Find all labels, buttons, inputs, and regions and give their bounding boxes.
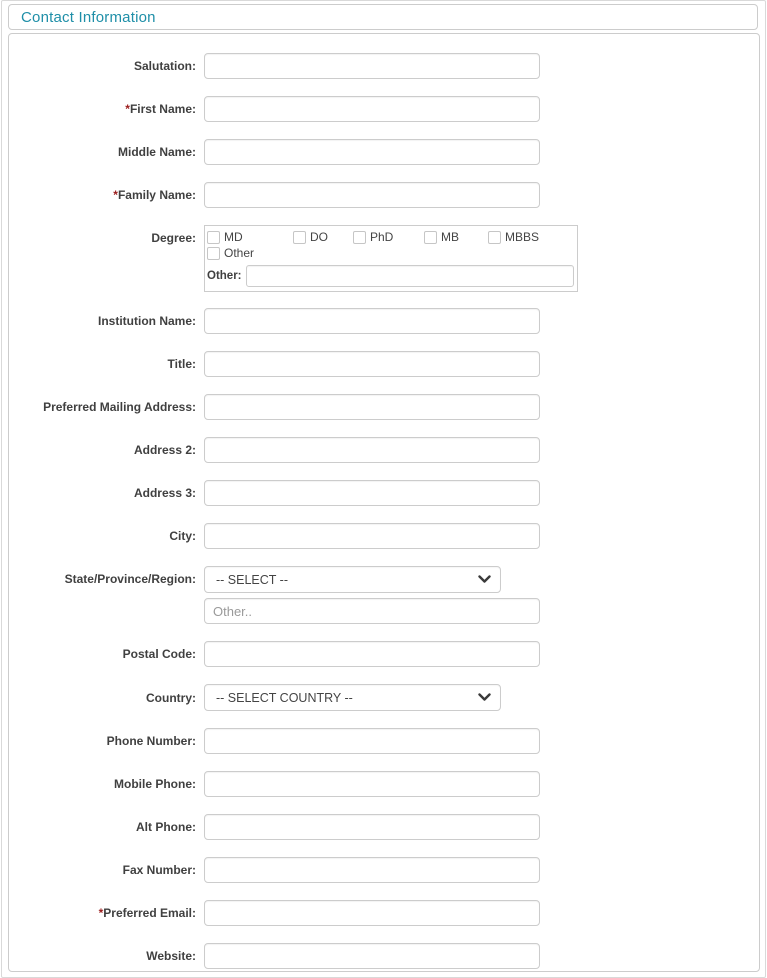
state-other-input[interactable] — [204, 598, 540, 624]
title-label: Title: — [167, 357, 196, 371]
preferred-email-input[interactable] — [204, 900, 540, 926]
form-row-alt-phone — [9, 814, 759, 840]
form-row-address-3 — [9, 480, 759, 506]
family-name-input[interactable] — [204, 182, 540, 208]
degree-do-checkbox[interactable] — [293, 231, 306, 244]
city-label: City: — [169, 529, 196, 543]
degree-do-label: DO — [310, 230, 328, 244]
form-row-salutation — [9, 53, 759, 79]
institution-name-label: Institution Name: — [98, 314, 196, 328]
preferred-mailing-address-input[interactable] — [204, 394, 540, 420]
country-select-value: -- SELECT COUNTRY -- — [216, 690, 353, 705]
form-row-state — [9, 566, 759, 624]
degree-other-text-row — [207, 265, 575, 287]
preferred-email-label: Preferred Email: — [103, 906, 196, 920]
form-row-preferred-mailing-address — [9, 394, 759, 420]
website-input[interactable] — [204, 943, 540, 969]
degree-mbbs-label: MBBS — [505, 230, 540, 244]
first-name-label: First Name: — [129, 102, 196, 116]
degree-other-checkbox[interactable] — [207, 247, 220, 260]
address-3-input[interactable] — [204, 480, 540, 506]
required-asterisk: * — [125, 102, 130, 116]
chevron-down-icon — [478, 575, 491, 584]
degree-other-input[interactable] — [246, 265, 575, 287]
alt-phone-label: Alt Phone: — [136, 820, 196, 834]
degree-other-option-row — [207, 245, 575, 261]
state-select-value: -- SELECT -- — [216, 572, 288, 587]
degree-option-md — [207, 230, 293, 244]
degree-options-row — [207, 229, 575, 245]
state-label: State/Province/Region: — [64, 572, 196, 586]
form-row-title — [9, 351, 759, 377]
mobile-phone-input[interactable] — [204, 771, 540, 797]
postal-code-input[interactable] — [204, 641, 540, 667]
state-select[interactable] — [204, 566, 501, 593]
form-row-city — [9, 523, 759, 549]
contact-information-panel — [1, 0, 766, 978]
website-label: Website: — [146, 949, 196, 963]
form-row-first-name — [9, 96, 759, 122]
degree-other-label: Other: — [207, 270, 242, 282]
salutation-input[interactable] — [204, 53, 540, 79]
form-row-fax-number — [9, 857, 759, 883]
form-row-website — [9, 943, 759, 969]
mobile-phone-label: Mobile Phone: — [114, 777, 196, 791]
degree-phd-label: PhD — [370, 230, 394, 244]
degree-option-phd — [353, 230, 424, 244]
contact-form — [8, 33, 760, 972]
country-select[interactable] — [204, 684, 501, 711]
page-title: Contact Information — [21, 8, 156, 26]
degree-phd-checkbox[interactable] — [353, 231, 366, 244]
form-row-mobile-phone — [9, 771, 759, 797]
degree-mbbs-checkbox[interactable] — [488, 231, 501, 244]
title-input[interactable] — [204, 351, 540, 377]
degree-mb-checkbox[interactable] — [424, 231, 437, 244]
degree-label: Degree: — [151, 231, 196, 245]
required-asterisk: * — [98, 906, 104, 920]
form-row-institution-name — [9, 308, 759, 334]
postal-code-label: Postal Code: — [122, 647, 196, 661]
degree-option-other — [207, 246, 254, 260]
preferred-mailing-address-label: Preferred Mailing Address: — [43, 400, 196, 414]
phone-number-label: Phone Number: — [106, 734, 196, 748]
required-asterisk: * — [113, 188, 118, 202]
form-row-country — [9, 684, 759, 711]
address-3-label: Address 3: — [133, 486, 196, 500]
degree-options-box — [204, 225, 578, 292]
degree-mb-label: MB — [441, 230, 459, 244]
phone-number-input[interactable] — [204, 728, 540, 754]
middle-name-label: Middle Name: — [117, 145, 196, 159]
institution-name-input[interactable] — [204, 308, 540, 334]
form-row-family-name — [9, 182, 759, 208]
form-row-preferred-email — [9, 900, 759, 926]
chevron-down-icon — [478, 693, 491, 702]
degree-other-option-label: Other — [224, 246, 255, 260]
form-row-address-2 — [9, 437, 759, 463]
first-name-input[interactable] — [204, 96, 540, 122]
address-2-input[interactable] — [204, 437, 540, 463]
city-input[interactable] — [204, 523, 540, 549]
degree-md-checkbox[interactable] — [207, 231, 220, 244]
degree-option-mb — [424, 230, 488, 244]
address-2-label: Address 2: — [133, 443, 196, 457]
form-row-middle-name — [9, 139, 759, 165]
country-label: Country: — [146, 690, 196, 705]
form-row-degree — [9, 225, 759, 292]
panel-title-bar — [8, 4, 758, 30]
form-row-postal-code — [9, 641, 759, 667]
fax-number-label: Fax Number: — [122, 863, 196, 877]
salutation-label: Salutation: — [134, 59, 196, 73]
form-row-phone-number — [9, 728, 759, 754]
family-name-label: Family Name: — [117, 188, 196, 202]
degree-option-do — [293, 230, 353, 244]
degree-option-mbbs — [488, 230, 539, 244]
middle-name-input[interactable] — [204, 139, 540, 165]
alt-phone-input[interactable] — [204, 814, 540, 840]
degree-md-label: MD — [224, 230, 243, 244]
fax-number-input[interactable] — [204, 857, 540, 883]
